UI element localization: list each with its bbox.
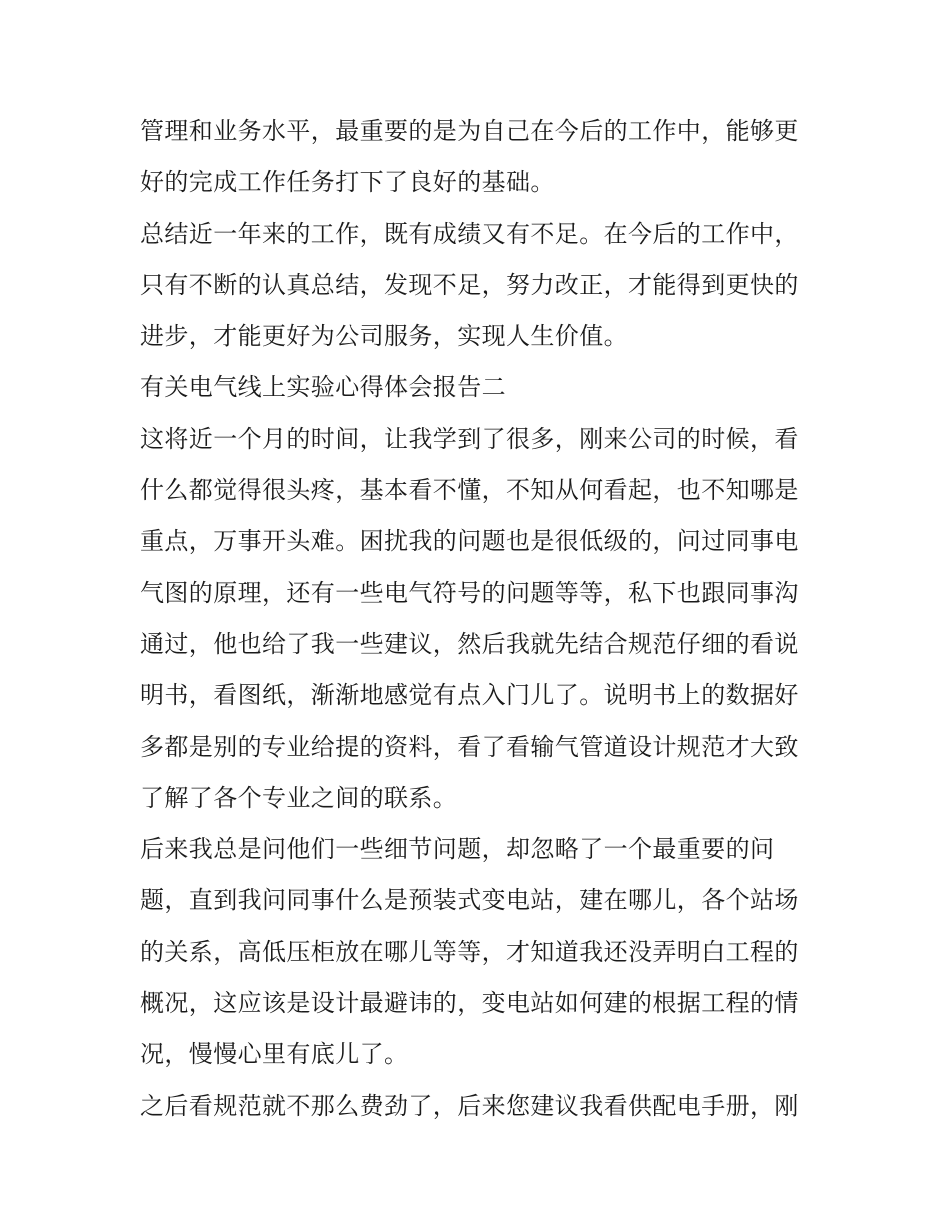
body-line-7: 这将近一个月的时间，让我学到了很多，刚来公司的时候，看 bbox=[140, 424, 799, 453]
body-line-3: 总结近一年来的工作，既有成绩又有不足。在今后的工作中， bbox=[140, 219, 799, 248]
body-line-14: 了解了各个专业之间的联系。 bbox=[140, 783, 458, 812]
document-body bbox=[140, 106, 812, 1132]
body-line-18: 概况，这应该是设计最避讳的，变电站如何建的根据工程的情 bbox=[140, 989, 799, 1018]
body-line-10: 气图的原理，还有一些电气符号的问题等等，私下也跟同事沟 bbox=[140, 578, 799, 607]
body-line-11: 通过，他也给了我一些建议，然后我就先结合规范仔细的看说 bbox=[140, 629, 799, 658]
body-line-16: 题，直到我问同事什么是预装式变电站，建在哪儿，各个站场 bbox=[140, 886, 799, 915]
body-line-12: 明书，看图纸，渐渐地感觉有点入门儿了。说明书上的数据好 bbox=[140, 681, 799, 710]
body-line-13: 多都是别的专业给提的资料，看了看输气管道设计规范才大致 bbox=[140, 732, 799, 761]
section-heading: 有关电气线上实验心得体会报告二 bbox=[140, 373, 506, 402]
body-line-15: 后来我总是问他们一些细节问题，却忽略了一个最重要的问 bbox=[140, 835, 775, 864]
body-line-9: 重点，万事开头难。困扰我的问题也是很低级的，问过同事电 bbox=[140, 527, 799, 556]
body-line-17: 的关系，高低压柜放在哪儿等等，才知道我还没弄明白工程的 bbox=[140, 937, 799, 966]
body-line-4: 只有不断的认真总结，发现不足，努力改正，才能得到更快的 bbox=[140, 270, 799, 299]
body-line-1: 管理和业务水平，最重要的是为自己在今后的工作中，能够更 bbox=[140, 117, 799, 145]
body-line-19: 况，慢慢心里有底儿了。 bbox=[140, 1040, 409, 1069]
body-line-8: 什么都觉得很头疼，基本看不懂，不知从何看起，也不知哪是 bbox=[140, 476, 799, 505]
body-line-5: 进步，才能更好为公司服务，实现人生价值。 bbox=[140, 322, 628, 351]
body-line-20: 之后看规范就不那么费劲了，后来您建议我看供配电手册，刚 bbox=[140, 1091, 799, 1120]
body-line-2: 好的完成工作任务打下了良好的基础。 bbox=[140, 168, 555, 197]
